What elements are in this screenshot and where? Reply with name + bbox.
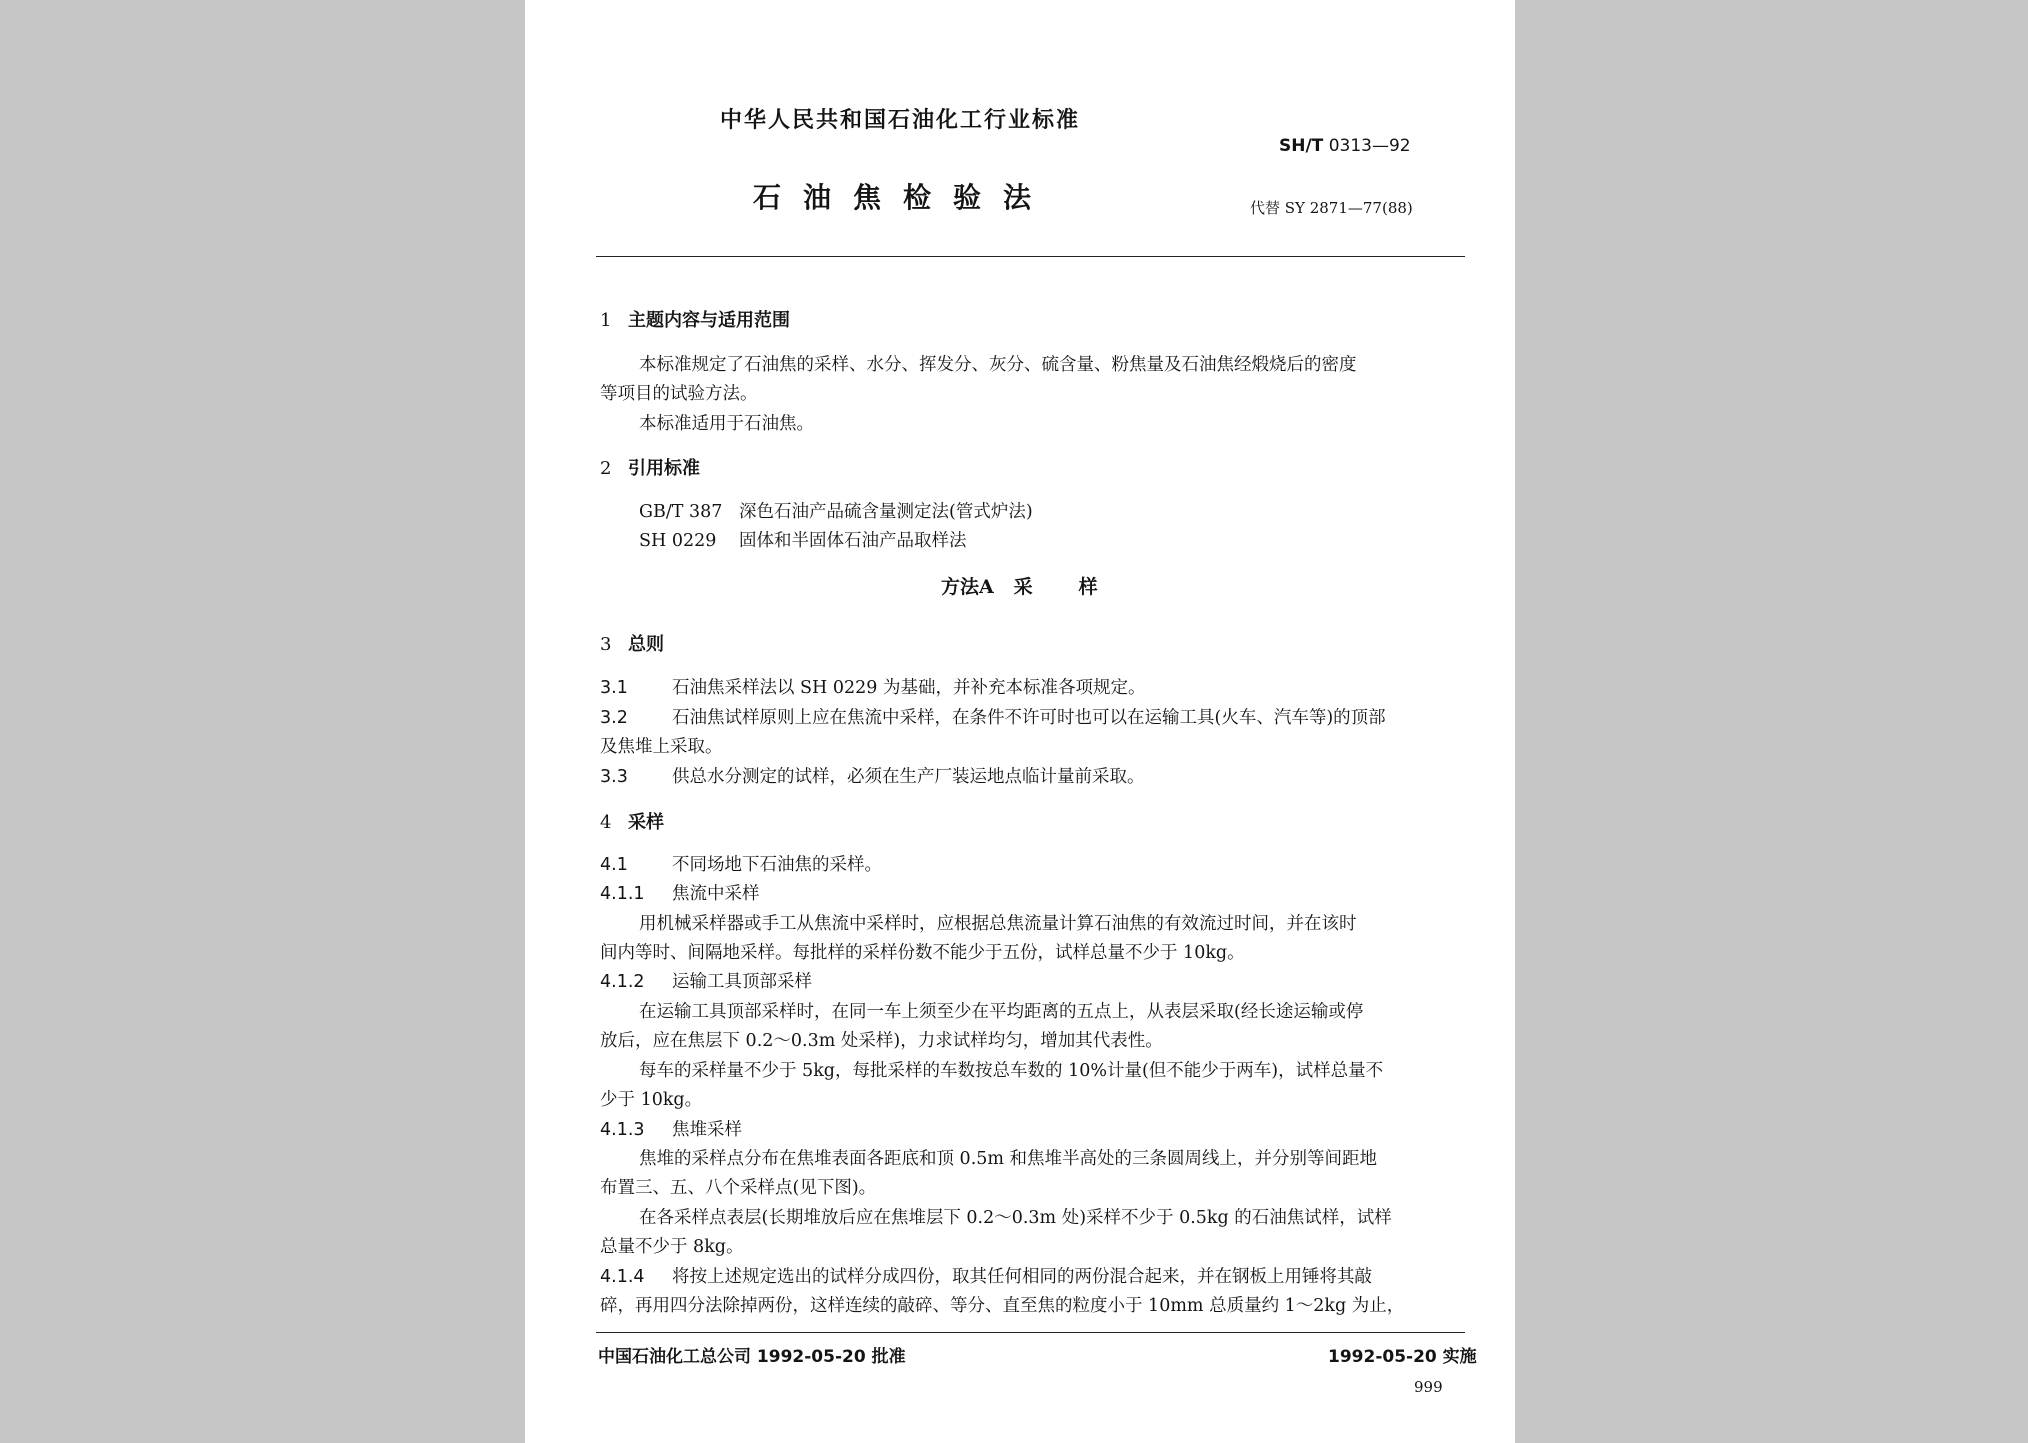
header-divider — [596, 256, 1465, 257]
section-1-para1-line1: 本标准规定了石油焦的采样、水分、挥发分、灰分、硫含量、粉焦量及石油焦经煅烧后的密度 — [639, 355, 1357, 375]
clause-4-1-2-line3: 每车的采样量不少于 5kg，每批采样的车数按总车数的 10%计量(但不能少于两车)，试样总量不 — [639, 1061, 1384, 1081]
implementation-statement: 1992-05-20 实施 — [1328, 1347, 1477, 1367]
reference-item: GB/T 387 深色石油产品硫含量测定法(管式炉法) — [639, 502, 1033, 522]
clause-3-3: 3.3 供总水分测定的试样，必须在生产厂装运地点临计量前采取。 — [600, 767, 1145, 787]
issuing-organization: 中华人民共和国石油化工行业标准 — [720, 107, 1081, 133]
clause-4-1-3-line4: 总量不少于 8kg。 — [600, 1237, 744, 1257]
clause-4-1-2-line4: 少于 10kg。 — [600, 1090, 703, 1110]
section-1-para2: 本标准适用于石油焦。 — [639, 414, 814, 434]
clause-4-1-4-line2: 碎，再用四分法除掉两份，这样连续的敲碎、等分、直至焦的粒度小于 10mm 总质量约 1～2kg 为止， — [600, 1296, 1405, 1316]
section-1-heading: 1 主题内容与适用范围 — [600, 310, 790, 331]
reference-item: SH 0229 固体和半固体石油产品取样法 — [639, 531, 967, 551]
section-1-para1-line2: 等项目的试验方法。 — [600, 384, 758, 404]
standard-code — [1279, 136, 1411, 156]
clause-4-1-4-line1: 4.1.4 将按上述规定选出的试样分成四份，取其任何相同的两份混合起来，并在钢板上用锤将其敲 — [600, 1267, 1372, 1287]
clause-4-1-2: 4.1.2 运输工具顶部采样 — [600, 972, 812, 992]
footer-divider — [596, 1332, 1465, 1333]
clause-4-1-1-line1: 用机械采样器或手工从焦流中采样时，应根据总焦流量计算石油焦的有效流过时间，并在该时 — [639, 914, 1357, 934]
clause-4-1-2-line2: 放后，应在焦层下 0.2～0.3m 处采样)，力求试样均匀，增加其代表性。 — [600, 1031, 1163, 1051]
clause-4-1-3-line2: 布置三、五、八个采样点(见下图)。 — [600, 1178, 877, 1198]
standard-code-number: 0313—92 — [1328, 136, 1411, 156]
page-number: 999 — [1414, 1378, 1443, 1396]
clause-4-1-1-line2: 间内等时、间隔地采样。每批样的采样份数不能少于五份，试样总量不少于 10kg。 — [600, 943, 1245, 963]
section-3-heading: 3 总则 — [600, 634, 664, 655]
clause-3-1: 3.1 石油焦采样法以 SH 0229 为基础，并补充本标准各项规定。 — [600, 678, 1146, 698]
replaces-standard: 代替 SY 2871—77(88) — [1250, 199, 1413, 217]
clause-3-2-line1: 3.2 石油焦试样原则上应在焦流中采样，在条件不许可时也可以在运输工具(火车、汽车等)的顶部 — [600, 708, 1386, 728]
document-page — [525, 0, 1515, 1443]
method-heading: 方法A 采样 — [941, 576, 1144, 598]
document-title: 石油焦检验法 — [753, 181, 1054, 214]
clause-4-1-3-line1: 焦堆的采样点分布在焦堆表面各距底和顶 0.5m 和焦堆半高处的三条圆周线上，并分别等间距地 — [639, 1149, 1378, 1169]
clause-4-1-1: 4.1.1 焦流中采样 — [600, 884, 760, 904]
clause-4-1-2-line1: 在运输工具顶部采样时，在同一车上须至少在平均距离的五点上，从表层采取(经长途运输或停 — [639, 1002, 1364, 1022]
clause-3-2-line2: 及焦堆上采取。 — [600, 737, 723, 757]
standard-code-prefix: SH/T — [1279, 136, 1324, 156]
approval-statement: 中国石油化工总公司 1992-05-20 批准 — [598, 1347, 906, 1367]
clause-4-1: 4.1 不同场地下石油焦的采样。 — [600, 855, 882, 875]
clause-4-1-3-line3: 在各采样点表层(长期堆放后应在焦堆层下 0.2～0.3m 处)采样不少于 0.5kg 的石油焦试样，试样 — [639, 1208, 1392, 1228]
section-2-heading: 2 引用标准 — [600, 458, 700, 479]
clause-4-1-3: 4.1.3 焦堆采样 — [600, 1120, 742, 1140]
section-4-heading: 4 采样 — [600, 812, 664, 833]
